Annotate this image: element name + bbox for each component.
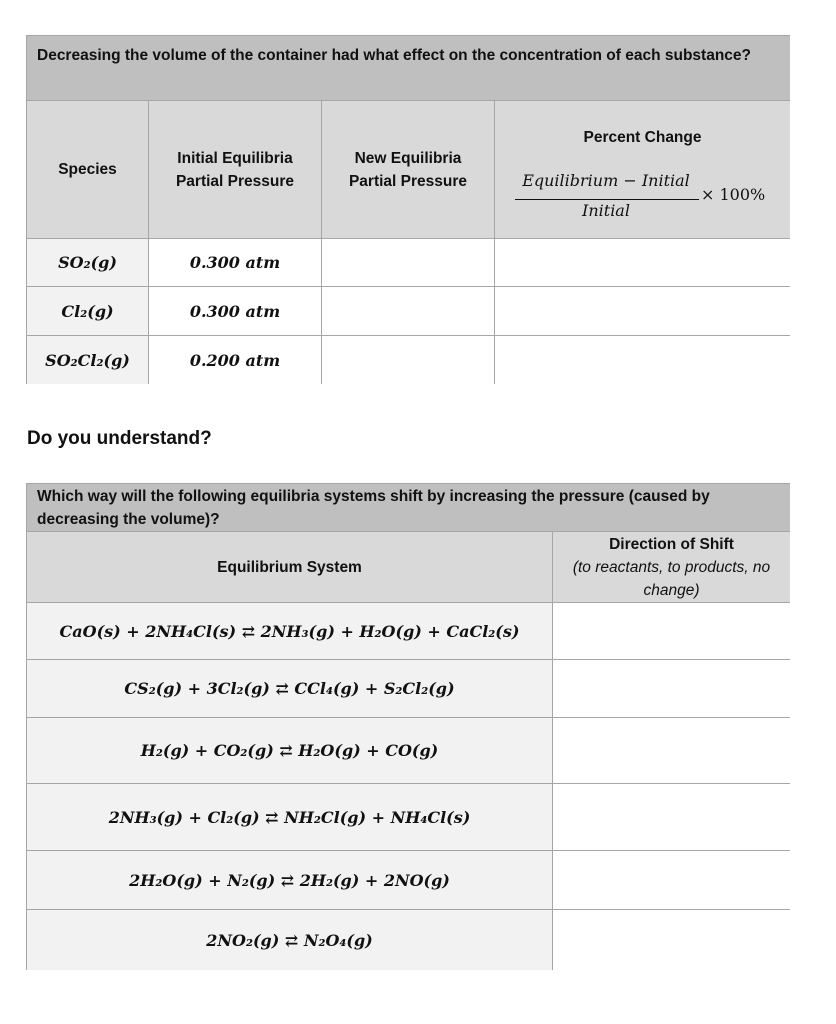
initial-pressure-cell: 0.300 atm <box>149 287 322 336</box>
initial-pressure-cell: 0.200 atm <box>149 336 322 384</box>
percent-change-cell[interactable] <box>495 336 790 384</box>
equilibrium-system-cell: CaO(s) + 2NH₄Cl(s) ⇄ 2NH₃(g) + H₂O(g) + CaCl₂(s) <box>27 603 553 660</box>
percent-change-formula <box>513 171 783 225</box>
new-pressure-cell[interactable] <box>322 287 495 336</box>
percent-change-header <box>495 101 790 239</box>
direction-header <box>553 532 790 603</box>
direction-cell[interactable] <box>553 660 790 718</box>
initial-pressure-cell: 0.300 atm <box>149 239 322 287</box>
direction-cell[interactable] <box>553 910 790 970</box>
new-pressure-cell[interactable] <box>322 336 495 384</box>
new-pressure-cell[interactable] <box>322 239 495 287</box>
percent-change-cell[interactable] <box>495 287 790 336</box>
percent-change-title: Percent Change <box>583 128 702 146</box>
direction-cell[interactable] <box>553 718 790 784</box>
formula-numerator: Equilibrium − Initial <box>522 171 690 190</box>
species-header: Species <box>27 101 149 239</box>
species-cell: Cl₂(g) <box>27 287 149 336</box>
direction-title: Direction of Shift <box>609 536 734 553</box>
percent-change-cell[interactable] <box>495 239 790 287</box>
shift-table <box>26 483 790 970</box>
new-pressure-header: New Equilibria Partial Pressure <box>322 101 495 239</box>
equilibrium-system-cell: H₂(g) + CO₂(g) ⇄ H₂O(g) + CO(g) <box>27 718 553 784</box>
table2-question: Which way will the following equilibria systems shift by increasing the pressure (caused by decreasing the volume)? <box>27 484 790 532</box>
initial-pressure-header: Initial Equilibria Partial Pressure <box>149 101 322 239</box>
direction-cell[interactable] <box>553 784 790 851</box>
species-cell: SO₂(g) <box>27 239 149 287</box>
species-cell: SO₂Cl₂(g) <box>27 336 149 384</box>
table1-question: Decreasing the volume of the container had what effect on the concentration of each substance? <box>27 36 790 101</box>
formula-multiplier: × 100% <box>701 185 766 204</box>
equilibrium-system-cell: 2NH₃(g) + Cl₂(g) ⇄ NH₂Cl(g) + NH₄Cl(s) <box>27 784 553 851</box>
equilibrium-system-cell: 2NO₂(g) ⇄ N₂O₄(g) <box>27 910 553 970</box>
equilibrium-system-cell: CS₂(g) + 3Cl₂(g) ⇄ CCl₄(g) + S₂Cl₂(g) <box>27 660 553 718</box>
direction-cell[interactable] <box>553 603 790 660</box>
direction-cell[interactable] <box>553 851 790 910</box>
pressure-table <box>26 35 790 384</box>
system-header: Equilibrium System <box>27 532 553 603</box>
equilibrium-system-cell: 2H₂O(g) + N₂(g) ⇄ 2H₂(g) + 2NO(g) <box>27 851 553 910</box>
formula-denominator: Initial <box>582 201 630 220</box>
direction-hint: (to reactants, to products, no change) <box>572 559 771 599</box>
section-heading: Do you understand? <box>27 428 212 449</box>
fraction-bar <box>515 199 699 200</box>
